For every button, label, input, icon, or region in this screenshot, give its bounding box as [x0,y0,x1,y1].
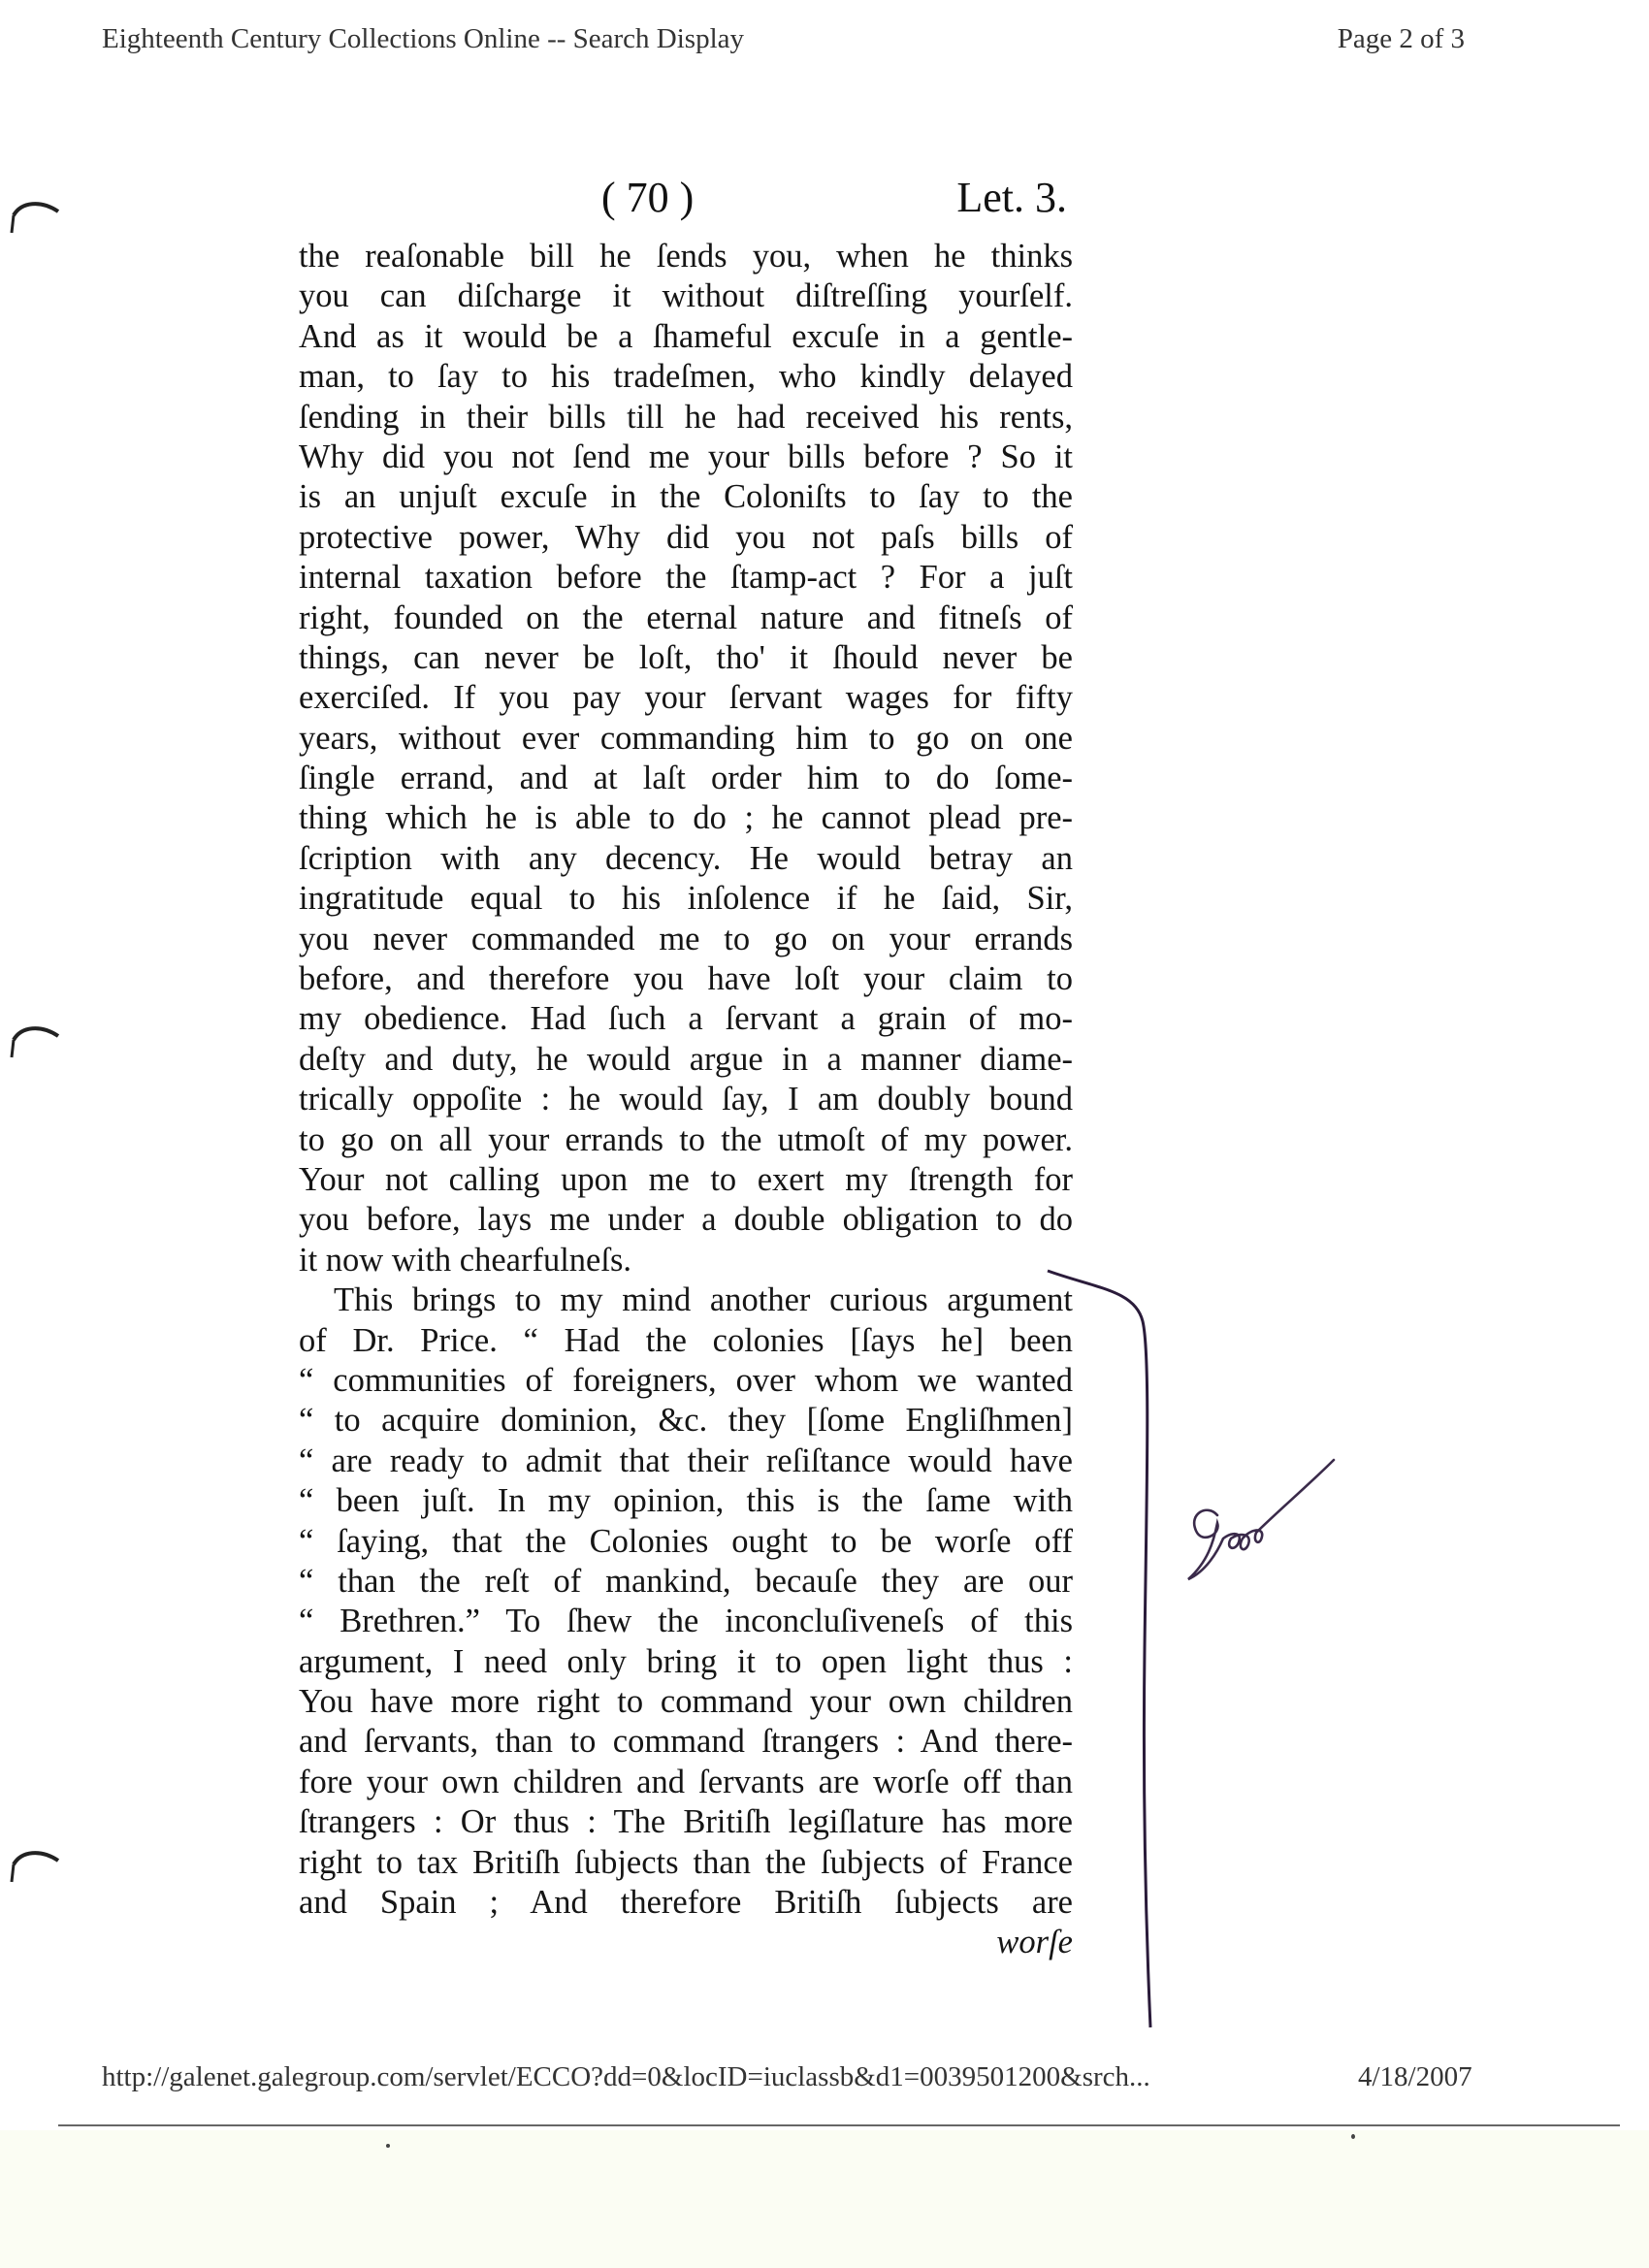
text-line: of Dr. Price. “ Had the colonies [ſays he] been [299,1321,1073,1359]
text-line: ſcription with any decency. He would betray an [299,839,1073,877]
text-line: “ communities of foreigners, over whom we wanted [299,1361,1073,1399]
scan-edge-mark [8,194,62,252]
footer-rule [58,2124,1620,2126]
margin-bracket [1038,1261,1164,2057]
text-line: argument, I need only bring it to open light thus : [299,1642,1073,1680]
text-line: “ ſaying, that the Colonies ought to be worſe off [299,1522,1073,1560]
text-line: “ are ready to admit that their reſiſtance would have [299,1442,1073,1479]
scan-margin [0,2130,1649,2268]
text-line: trically oppoſite : he would ſay, I am doubly bound [299,1081,1073,1118]
text-line: you can diſcharge it without diſtreſſing yourſelf. [299,277,1073,315]
text-line: things, can never be loſt, tho' it ſhould never be [299,638,1073,676]
text-line: internal taxation before the ſtamp-act ? For a juſt [299,559,1073,597]
text-line: “ been juſt. In my opinion, this is the ſame with [299,1482,1073,1520]
text-line: deſty and duty, he would argue in a manner diame- [299,1040,1073,1078]
document-title: Eighteenth Century Collections Online -- Search Display [102,23,745,54]
text-line: fore your own children and ſervants are worſe off than [299,1763,1073,1800]
text-line: “ Brethren.” To ſhew the inconcluſiveneſs of this [299,1603,1073,1640]
scan-speck [386,2144,390,2148]
text-line: ingratitude equal to his inſolence if he ſaid, Sir, [299,880,1073,918]
letter-reference: Let. 3. [956,174,1067,221]
text-line: ſending in their bills till he had received his rents, [299,398,1073,436]
scan-speck [1351,2134,1355,2139]
page-indicator: Page 2 of 3 [1337,23,1465,54]
text-line: and ſervants, than to command ſtrangers : And there- [299,1723,1073,1761]
text-line: You have more right to command your own children [299,1683,1073,1721]
text-line: ſingle errand, and at laſt order him to do ſome- [299,760,1073,797]
page-heading [601,173,1067,231]
text-line: my obedience. Had ſuch a ſervant a grain of mo- [299,1000,1073,1038]
handwritten-annotation [1179,1455,1353,1610]
text-line: before, and therefore you have loſt your claim to [299,960,1073,998]
text-line: “ to acquire dominion, &c. they [ſome Engliſhmen] [299,1402,1073,1440]
text-line: and Spain ; And therefore Britiſh ſubjects are [299,1884,1073,1922]
page-number: ( 70 ) [601,174,695,221]
text-line: exerciſed. If you pay your ſervant wages for fifty [299,679,1073,717]
catchword: worſe [996,1924,1073,1961]
text-line: man, to ſay to his tradeſmen, who kindly delayed [299,358,1073,396]
text-line: And as it would be a ſhameful excuſe in a gentle- [299,317,1073,355]
text-line: is an unjuſt excuſe in the Coloniſts to ſay to the [299,478,1073,516]
text-line: right, founded on the eternal nature and fitneſs of [299,599,1073,636]
scan-edge-mark [8,1843,62,1901]
text-line: thing which he is able to do ; he cannot plead pre- [299,799,1073,837]
text-line: to go on all your errands to the utmoſt of my power. [299,1120,1073,1158]
text-line: right to tax Britiſh ſubjects than the ſubjects of France [299,1843,1073,1881]
text-line: ſtrangers : Or thus : The Britiſh legiſlature has more [299,1803,1073,1841]
source-url: http://galenet.galegroup.com/servlet/ECCO?dd=0&locID=iuclassb&d1=0039501200&srch... [102,2061,1150,2092]
text-line: Your not calling upon me to exert my ſtrength for [299,1160,1073,1198]
body-text [299,237,1073,1963]
text-line: This brings to my mind another curious argument [334,1281,1073,1319]
text-line: you never commanded me to go on your errands [299,920,1073,957]
print-date: 4/18/2007 [1358,2061,1472,2092]
scan-edge-mark [8,1019,62,1077]
text-line: “ than the reſt of mankind, becauſe they are our [299,1562,1073,1600]
text-line: protective power, Why did you not paſs bills of [299,518,1073,556]
text-line: years, without ever commanding him to go on one [299,719,1073,757]
text-line: it now with chearfulneſs. [299,1241,631,1279]
text-line: Why did you not ſend me your bills before ? So it [299,437,1073,475]
text-line: you before, lays me under a double obligation to do [299,1201,1073,1239]
text-line: the reaſonable bill he ſends you, when he thinks [299,238,1073,275]
